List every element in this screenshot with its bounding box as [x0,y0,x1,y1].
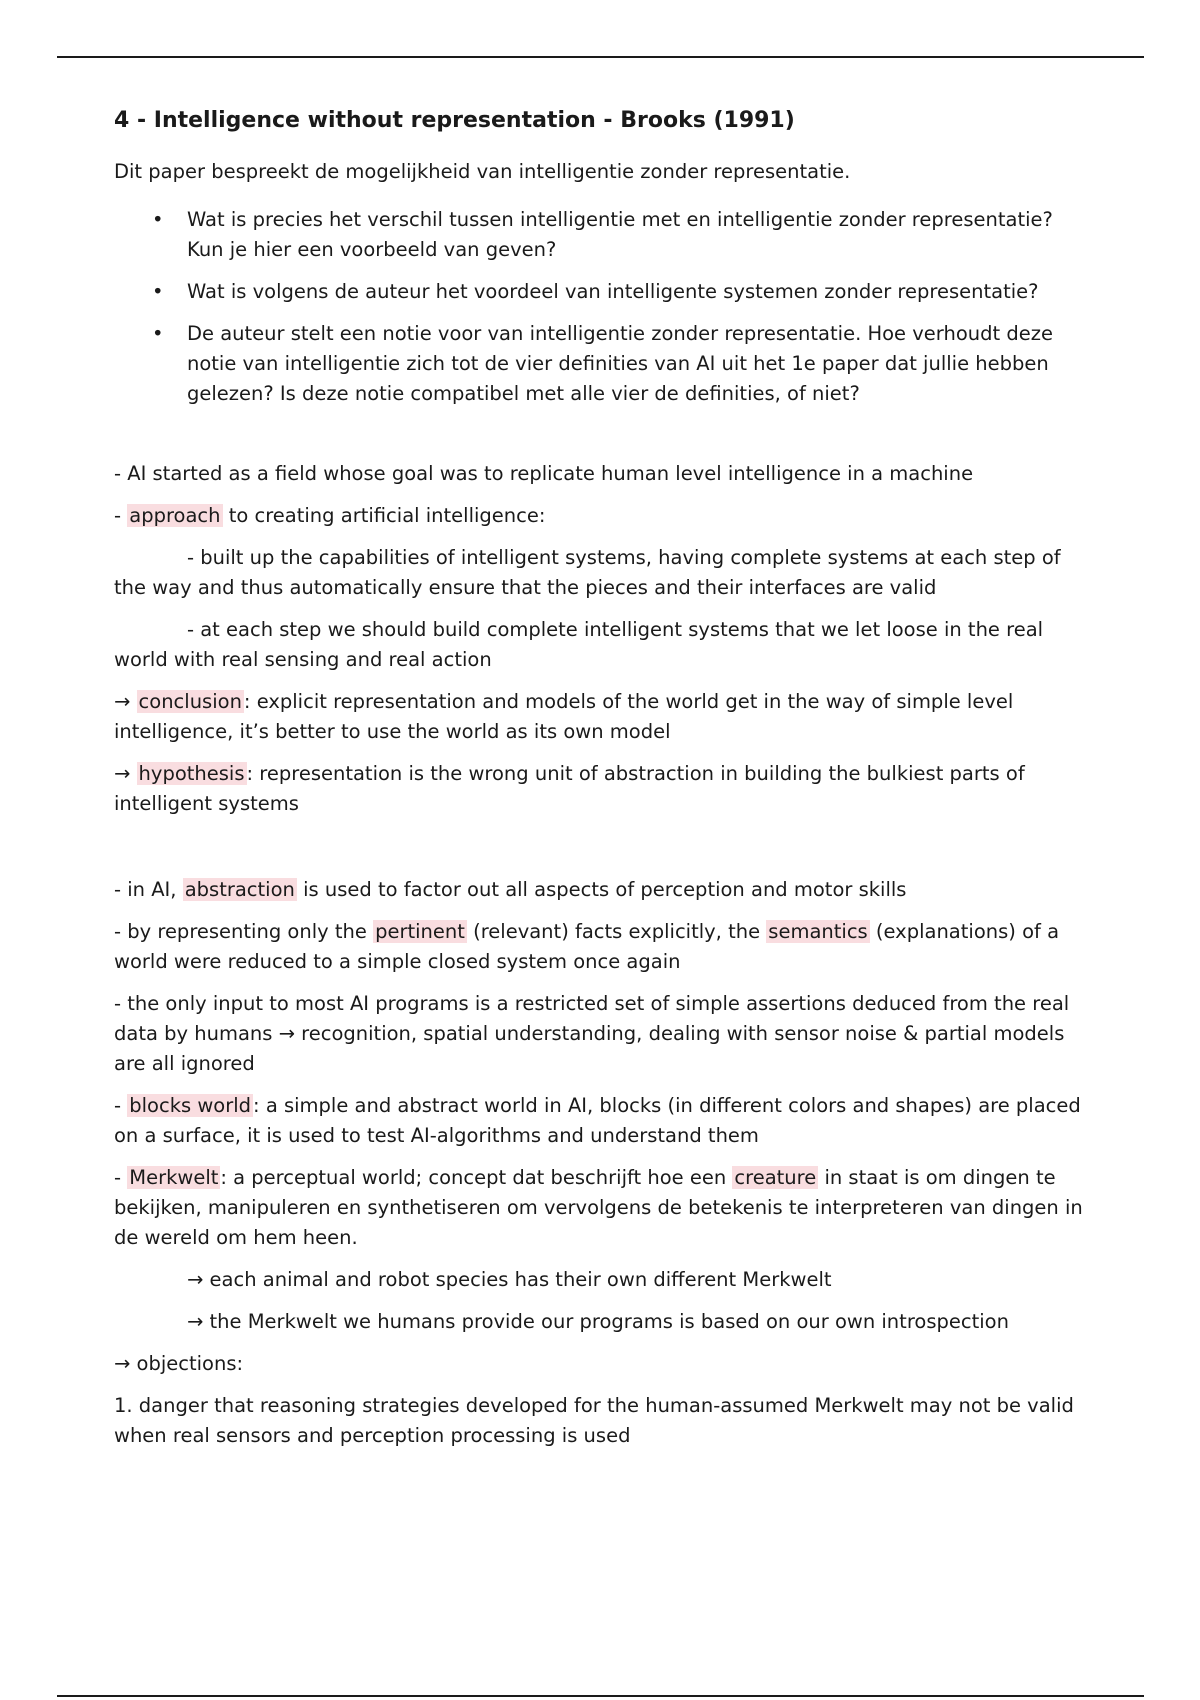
highlighted-term: abstraction [184,878,295,901]
note-subline: - built up the capabilities of intelligent systems, having complete systems at each step of the way and thus automatically ensure that the pieces and their interfaces are valid [114,546,1061,599]
top-rule [57,56,1144,58]
note-line: - the only input to most AI programs is a restricted set of simple assertions deduced from the real data by humans → recognition, spatial understanding, dealing with sensor noise & partial models are all ignored [114,992,1070,1075]
question-text: Wat is volgens de auteur het voordeel van intelligente systemen zonder representatie? [187,280,1039,303]
note-line: - Merkwelt : a perceptual world; concept dat beschrijft hoe een creature in staat is om dingen te bekijken, manipuleren en synthetiseren om vervolgens de betekenis te interpreteren van dingen in de wereld om hem heen. [114,1166,1083,1249]
note-line: - approach to creating artificial intelligence: [114,504,546,527]
page-title: 4 - Intelligence without representation - Brooks (1991) [114,108,795,133]
note-line: - in AI, abstraction is used to factor out all aspects of perception and motor skills [114,878,907,901]
note-line: → hypothesis : representation is the wrong unit of abstraction in building the bulkiest parts of intelligent systems [114,762,1025,815]
note-line: 1. danger that reasoning strategies developed for the human-assumed Merkwelt may not be valid when real sensors and perception processing is used [114,1394,1074,1447]
highlighted-term: Merkwelt [129,1166,219,1189]
question-item [114,319,1084,409]
highlighted-term: blocks world [129,1094,252,1117]
note-subline: → each animal and robot species has their own different Merkwelt [187,1268,832,1291]
bullet-icon: • [152,280,164,303]
bullet-icon: • [152,322,164,345]
document-page [114,108,1084,1463]
intro-paragraph: Dit paper bespreekt de mogelijkheid van intelligentie zonder representatie. [114,160,851,183]
note-line: - blocks world : a simple and abstract world in AI, blocks (in different colors and shapes) are placed on a surface, it is used to test AI-algorithms and understand them [114,1094,1081,1147]
bullet-icon: • [152,208,164,231]
highlighted-term: conclusion [138,690,242,713]
note-subline: → the Merkwelt we humans provide our programs is based on our own introspection [187,1310,1009,1333]
highlighted-term: pertinent [375,920,465,943]
highlighted-term: hypothesis [138,762,245,785]
question-text: De auteur stelt een notie voor van intelligentie zonder representatie. Hoe verhoudt deze notie van intelligentie zich tot de vier definities van AI uit het 1e paper dat jullie hebben gelezen? Is deze notie compatibel met alle vier de definities, of niet? [187,322,1053,405]
highlighted-term: approach [129,504,221,527]
note-line: - AI started as a field whose goal was to replicate human level intelligence in a machine [114,462,974,485]
highlighted-term: semantics [768,920,868,943]
note-line: - by representing only the pertinent (relevant) facts explicitly, the semantics (explanations) of a world were reduced to a simple closed system once again [114,920,1060,973]
note-line: → conclusion : explicit representation and models of the world get in the way of simple level intelligence, it’s better to use the world as its own model [114,690,1014,743]
note-line: → objections: [114,1352,244,1375]
question-text: Wat is precies het verschil tussen intelligentie met en intelligentie zonder representatie? Kun je hier een voorbeeld van geven? [187,208,1053,261]
question-item [114,277,1084,307]
question-list [114,205,1084,409]
highlighted-term: creature [734,1166,817,1189]
note-subline: - at each step we should build complete intelligent systems that we let loose in the real world with real sensing and real action [114,618,1044,671]
question-item [114,205,1084,265]
bottom-rule [57,1695,1144,1697]
